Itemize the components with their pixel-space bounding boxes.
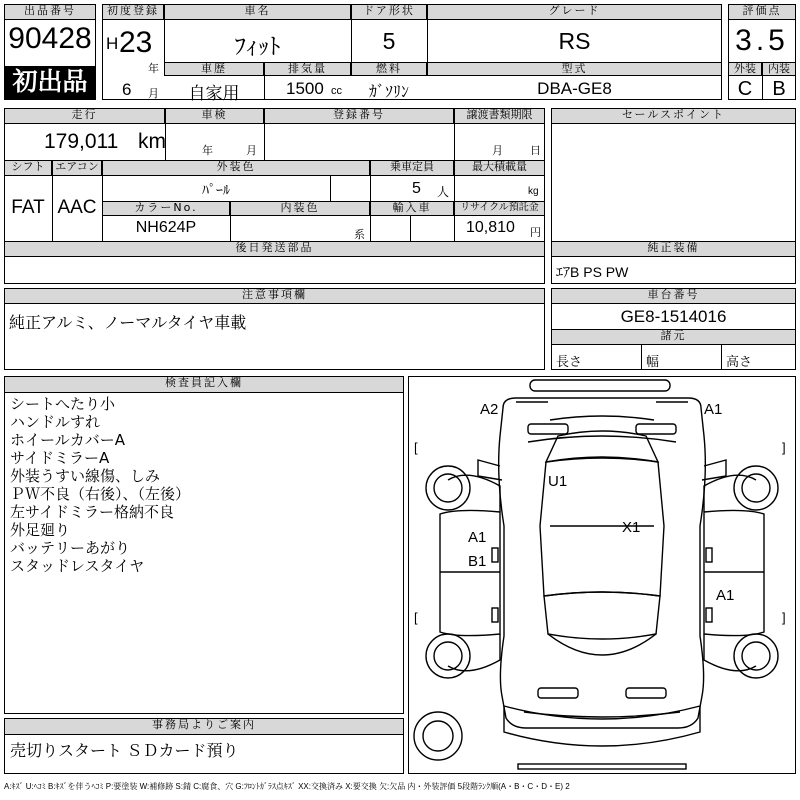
inspector-line: 左サイドミラー格納不良 [10, 503, 174, 521]
notes-text: 純正アルミ、ノーマルタイヤ車載 [9, 315, 247, 332]
bracket-left: [ [414, 440, 418, 455]
width-label: 幅 [646, 354, 660, 369]
model: DBA-GE8 [537, 79, 612, 98]
inspector-line: スタッドレスタイヤ [10, 557, 145, 575]
model-label: 型式 [427, 62, 722, 76]
equipment: ｴｱB PS PW [556, 264, 629, 280]
max-load-unit: kg [528, 186, 539, 197]
inspector-line: バッテリーあがり [10, 539, 131, 557]
inspection-year-unit: 年 [202, 145, 213, 157]
history: 自家用 [188, 84, 240, 103]
interior-color-unit: 系 [354, 229, 365, 241]
chassis-number: GE8-1514016 [620, 307, 727, 326]
bracket-right: ] [782, 610, 786, 625]
bracket-right: ] [782, 440, 786, 455]
exterior-score: C [737, 78, 753, 100]
exterior-color: ﾊﾟｰﾙ [202, 182, 230, 198]
year-unit: 年 [148, 63, 159, 75]
capacity-label: 乗車定員 [370, 160, 454, 176]
bracket-left: [ [414, 610, 418, 625]
shift: FAT [11, 197, 45, 218]
dimensions-label: 諸元 [551, 329, 796, 345]
color-number-label: カラーNo. [102, 201, 230, 216]
interior-label: 内装 [762, 62, 796, 76]
damage-mark: X1 [622, 519, 641, 536]
aircon: AAC [57, 197, 97, 218]
car-diagram [408, 376, 796, 774]
sales-point-label: セールスポイント [551, 108, 796, 124]
inspector-line: 外足廻り [10, 521, 71, 539]
office-text: 売切りスタート ＳＤカード預り [10, 743, 239, 760]
inspection-label: 車検 [165, 108, 264, 124]
first-registration-year: 23 [119, 26, 153, 59]
damage-mark: A1 [468, 529, 487, 546]
document-day-unit: 日 [530, 145, 541, 157]
capacity-unit: 人 [437, 185, 450, 199]
chassis-label: 車台番号 [551, 288, 796, 304]
month-unit: 月 [148, 88, 159, 100]
displacement: 1500 [286, 79, 324, 98]
damage-mark: A1 [704, 401, 723, 418]
interior-score: B [772, 78, 786, 100]
inspector-line: ＰＷ不良（右後）、（左後） [10, 485, 191, 503]
sales-point-box [551, 108, 796, 284]
first-registration-label: 初度登録 [102, 4, 164, 20]
door-type: 5 [382, 28, 396, 54]
inspector-line: 外装うすい線傷、しみ [10, 467, 161, 485]
import-car-label: 輸入車 [370, 201, 454, 216]
damage-mark: A2 [480, 401, 499, 418]
inspector-line: サイドミラーA [10, 449, 110, 467]
color-number: NH624P [135, 219, 197, 236]
recycle-deposit: 10,810 [466, 219, 515, 236]
grade: RS [558, 28, 591, 54]
legend: A:ｷｽﾞ U:ﾍｺﾐ B:ｷｽﾞを伴うﾍｺﾐ P:要塗装 W:補修跡 S:錆 C:腐食、穴 G:ﾌﾛﾝﾄｶﾞﾗｽ点ｷｽﾞ XX:交換済み X:要交換 欠:欠品 内・外装評価 5段階ﾗﾝｸ順(A・B・C・D・E) 2 [4, 782, 570, 791]
later-parts-label: 後日発送部品 [4, 241, 545, 257]
inspection-month-unit: 月 [246, 145, 257, 157]
grade-label: グレード [427, 4, 722, 20]
mileage: 179,011 [44, 130, 119, 153]
fuel-label: 燃料 [351, 62, 427, 76]
height-label: 高さ [726, 354, 753, 369]
equipment-label: 純正装備 [551, 241, 796, 257]
score-label: 評価点 [728, 4, 796, 20]
inspector-line: ホイールカバーA [10, 431, 125, 449]
mileage-unit: km [138, 130, 166, 153]
damage-mark: A1 [716, 587, 735, 604]
fuel: ｶﾞｿﾘﾝ [368, 84, 409, 101]
document-period-label: 譲渡書類期限 [454, 108, 545, 124]
aircon-label: エアコン [52, 160, 102, 176]
damage-mark: B1 [468, 553, 487, 570]
inspector-line: ハンドルすれ [10, 413, 101, 431]
capacity: 5 [412, 180, 421, 197]
office-label: 事務局よりご案内 [4, 718, 404, 735]
document-month-unit: 月 [492, 145, 503, 157]
car-name: ﾌｨｯﾄ [234, 33, 281, 59]
displacement-unit: cc [331, 85, 342, 97]
exterior-label: 外装 [728, 62, 762, 76]
notes-label: 注意事項欄 [4, 288, 545, 304]
recycle-unit: 円 [530, 227, 541, 239]
exterior-color-label: 外装色 [102, 160, 370, 176]
overall-score: 3.5 [735, 24, 789, 57]
car-name-label: 車名 [164, 4, 351, 20]
recycle-deposit-label: リサイクル預託金 [454, 201, 545, 216]
inspector-label: 検査員記入欄 [4, 376, 404, 393]
mileage-label: 走行 [4, 108, 165, 124]
damage-mark: U1 [548, 473, 568, 490]
inspector-line: シートへたり小 [10, 395, 116, 413]
interior-color-label: 内装色 [230, 201, 370, 216]
first-registration-month: 6 [122, 80, 132, 99]
lot-number: 90428 [8, 22, 92, 55]
registration-number-label: 登録番号 [264, 108, 454, 124]
door-label: ドア形状 [351, 4, 427, 20]
era: H [106, 34, 119, 53]
length-label: 長さ [556, 354, 583, 369]
shift-label: シフト [4, 160, 52, 176]
history-label: 車歴 [164, 62, 264, 76]
lot-number-label: 出品番号 [4, 4, 96, 20]
max-load-label: 最大積載量 [454, 160, 545, 176]
first-listing-badge: 初出品 [5, 66, 95, 99]
displacement-label: 排気量 [264, 62, 351, 76]
